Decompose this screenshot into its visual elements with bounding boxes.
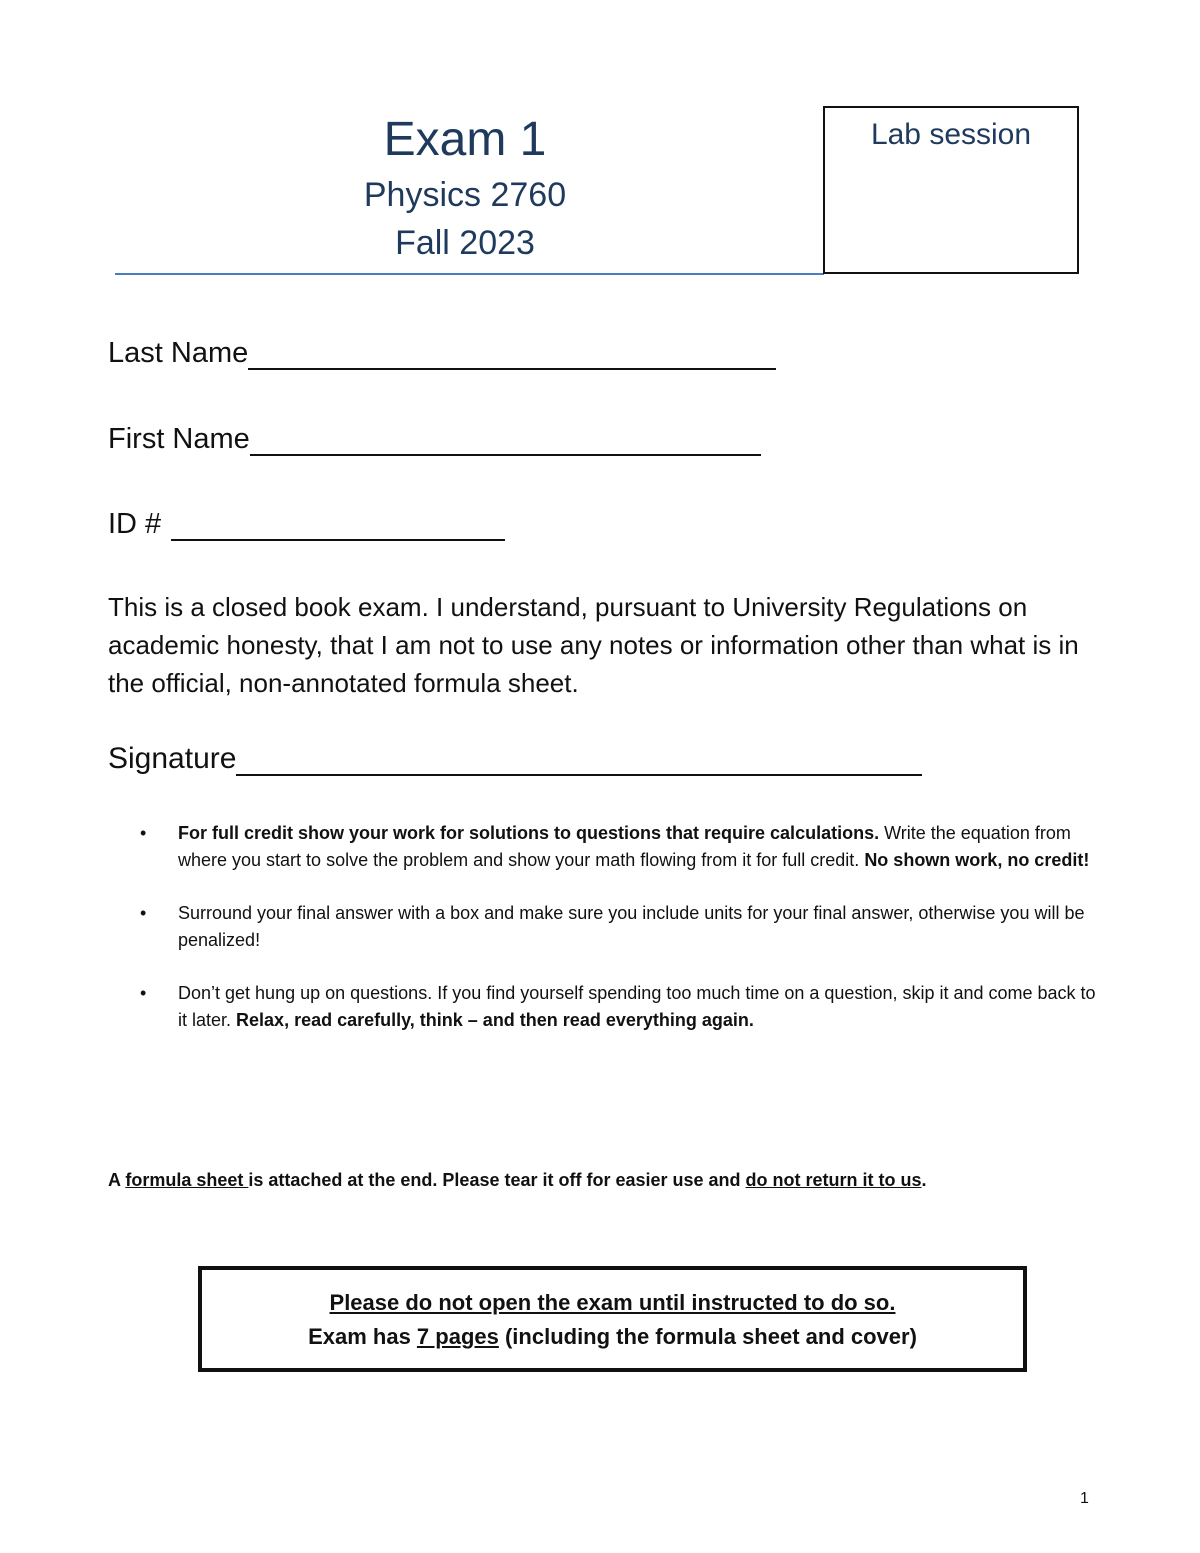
instruction-3-bold-tail: Relax, read carefully, think – and then read everything again. [236, 1010, 754, 1030]
id-label: ID # [108, 508, 162, 540]
instructions-list [140, 820, 1100, 1060]
formula-sheet-link: formula sheet [125, 1170, 249, 1190]
first-name-field[interactable] [108, 423, 761, 456]
last-name-label: Last Name [108, 337, 249, 369]
last-name-field[interactable] [108, 337, 776, 370]
notice-pages-prefix: Exam has [308, 1324, 417, 1349]
notice-line-2 [202, 1324, 1023, 1350]
notice-page-count: 7 pages [416, 1324, 499, 1349]
notice-pages-suffix: (including the formula sheet and cover) [498, 1324, 917, 1349]
instruction-1-text: Write the equation from where you start to solve the problem and show your math flowing from it for full credit. [178, 823, 1071, 870]
list-item [140, 980, 1100, 1034]
bullet-icon: • [140, 983, 147, 1003]
notice-warning: Please do not open the exam until instructed to do so. [329, 1290, 896, 1315]
do-not-return-text: do not return it to us [745, 1170, 922, 1190]
id-field[interactable] [108, 508, 505, 541]
page-number: 1 [1080, 1490, 1089, 1507]
notice-line-1 [202, 1290, 1023, 1316]
header-divider [115, 273, 824, 275]
honesty-statement: This is a closed book exam. I understand, pursuant to University Regulations on academic honesty, that I am not to use any notes or information other than what is in the official, non-annotated formula sheet. [108, 592, 1079, 698]
lab-session-label: Lab session [870, 118, 1032, 151]
signature-blank[interactable] [236, 746, 922, 776]
term: Fall 2023 [395, 224, 535, 262]
signature-label: Signature [108, 742, 237, 775]
bullet-icon: • [140, 823, 147, 843]
formula-sheet-note [108, 1170, 927, 1191]
notice-box [198, 1266, 1027, 1372]
formula-note-middle: is attached at the end. Please tear it off for easier use and [248, 1170, 746, 1190]
course-name: Physics 2760 [363, 176, 567, 214]
first-name-blank[interactable] [250, 426, 761, 456]
bullet-icon: • [140, 903, 147, 923]
list-item [140, 820, 1100, 874]
instruction-1-bold-tail: No shown work, no credit! [864, 850, 1090, 870]
last-name-blank[interactable] [248, 340, 776, 370]
exam-title: Exam 1 [383, 113, 547, 166]
formula-note-suffix: . [921, 1170, 927, 1190]
signature-field[interactable] [108, 742, 922, 776]
id-blank[interactable] [171, 511, 505, 541]
list-item [140, 900, 1100, 954]
instruction-3-text: Don’t get hung up on questions. If you find yourself spending too much time on a question, skip it and come back to it later. [178, 983, 1096, 1030]
lab-session-box[interactable] [823, 106, 1079, 274]
instruction-1-bold: For full credit show your work for solutions to questions that require calculations. [178, 823, 880, 843]
formula-note-prefix: A [108, 1170, 126, 1190]
first-name-label: First Name [108, 423, 250, 455]
instruction-2-text: Surround your final answer with a box and make sure you include units for your final answer, otherwise you will be penalized! [178, 903, 1085, 950]
